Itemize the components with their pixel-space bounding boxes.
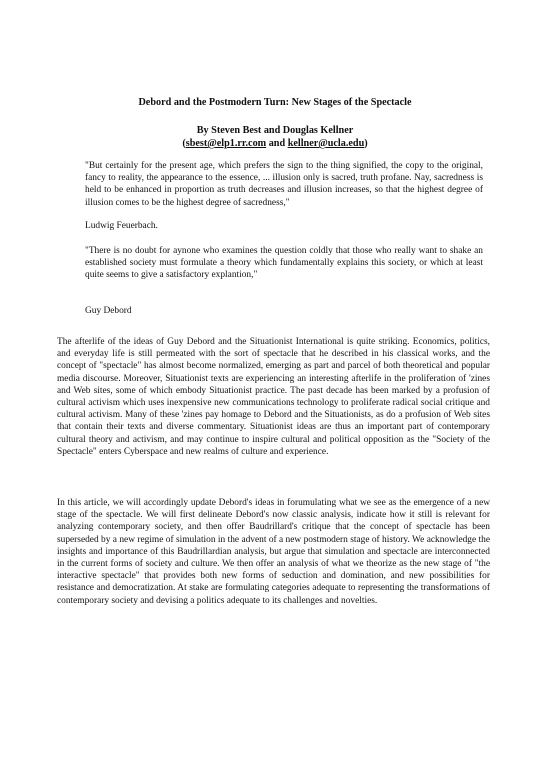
author-byline bbox=[40, 124, 510, 150]
epigraph-attribution: Ludwig Feuerbach. bbox=[85, 221, 158, 231]
email-link-kellner[interactable]: kellner@ucla.edu bbox=[287, 138, 365, 149]
body-paragraph: The afterlife of the ideas of Guy Debord and the Situationist International is quite striking. Economics, politics, and everyday life is still permeated with the sort of spectacle that he described in his classical works, and the concept of "spectacle" has almost become normalized, emerging as part and parcel of both theoretical and popular media discourse. Moreover, Situationist texts are experiencing an interesting afterlife in the proliferation of 'zines and Web sites, some of which embody Situationist practice. The past decade has been marked by a profusion of cultural activism which uses inexpensive new communications technology to proliferate radical social critique and cultural activism. Many of these 'zines pay homage to Debord and the Situationists, as do a profusion of Web sites that contain their texts and diverse commentary. Situationist ideas are thus an important part of contemporary cultural theory and activism, and may continue to inspire cultural and political opposition as the "Society of the Spectacle" enters Cyberspace and new realms of culture and experience. bbox=[57, 337, 490, 457]
email-conjunction: and bbox=[266, 138, 288, 149]
epigraph-attribution: Guy Debord bbox=[85, 306, 132, 316]
epigraph-quote: "But certainly for the present age, which prefers the sign to the thing signified, the copy to the original, fancy to reality, the appearance to the essence, ... illusion only is sacred, truth profane. Nay, sacredness is held to be enhanced in proportion as truth decreases and illusion increases, so that the highest degree of illusion comes to be the highest degree of sacredness," bbox=[85, 161, 483, 208]
paper-title: Debord and the Postmodern Turn: New Stages of the Spectacle bbox=[138, 97, 412, 108]
email-link-best[interactable]: sbest@elp1.rr.com bbox=[185, 138, 267, 149]
epigraph-quote: "There is no doubt for aynone who examines the question coldly that those who really want to shake an established society must formulate a theory which fundamentally explains this society, or which at least quite seems to give a satisfactory explantion," bbox=[85, 246, 483, 281]
email-close-paren: ) bbox=[364, 138, 368, 149]
email-open-paren: ( bbox=[182, 138, 186, 149]
author-emails bbox=[40, 137, 510, 150]
author-names: By Steven Best and Douglas Kellner bbox=[196, 125, 354, 136]
body-paragraph: In this article, we will accordingly update Debord's ideas in forumulating what we see as the emergence of a new stage of the spectacle. We will first delineate Debord's now classic analysis, indicate how it still is relevant for analyzing contemporary society, and then offer Baudrillard's critique that the concept of spectacle has been superseded by a new regime of simulation in the advent of a new postmodern stage of history. We acknowledge the insights and importance of this Baudrillardian analysis, but argue that simulation and spectacle are interconnected in the current forms of society and culture. We then offer an analysis of what we theorize as the new stage of "the interactive spectacle" that provides both new forms of seduction and domination, and new possibilities for resistance and democratization. At stake are formulating categories adequate to representing the transformations of contemporary society and devising a politics adequate to its challenges and novelties. bbox=[57, 498, 490, 606]
